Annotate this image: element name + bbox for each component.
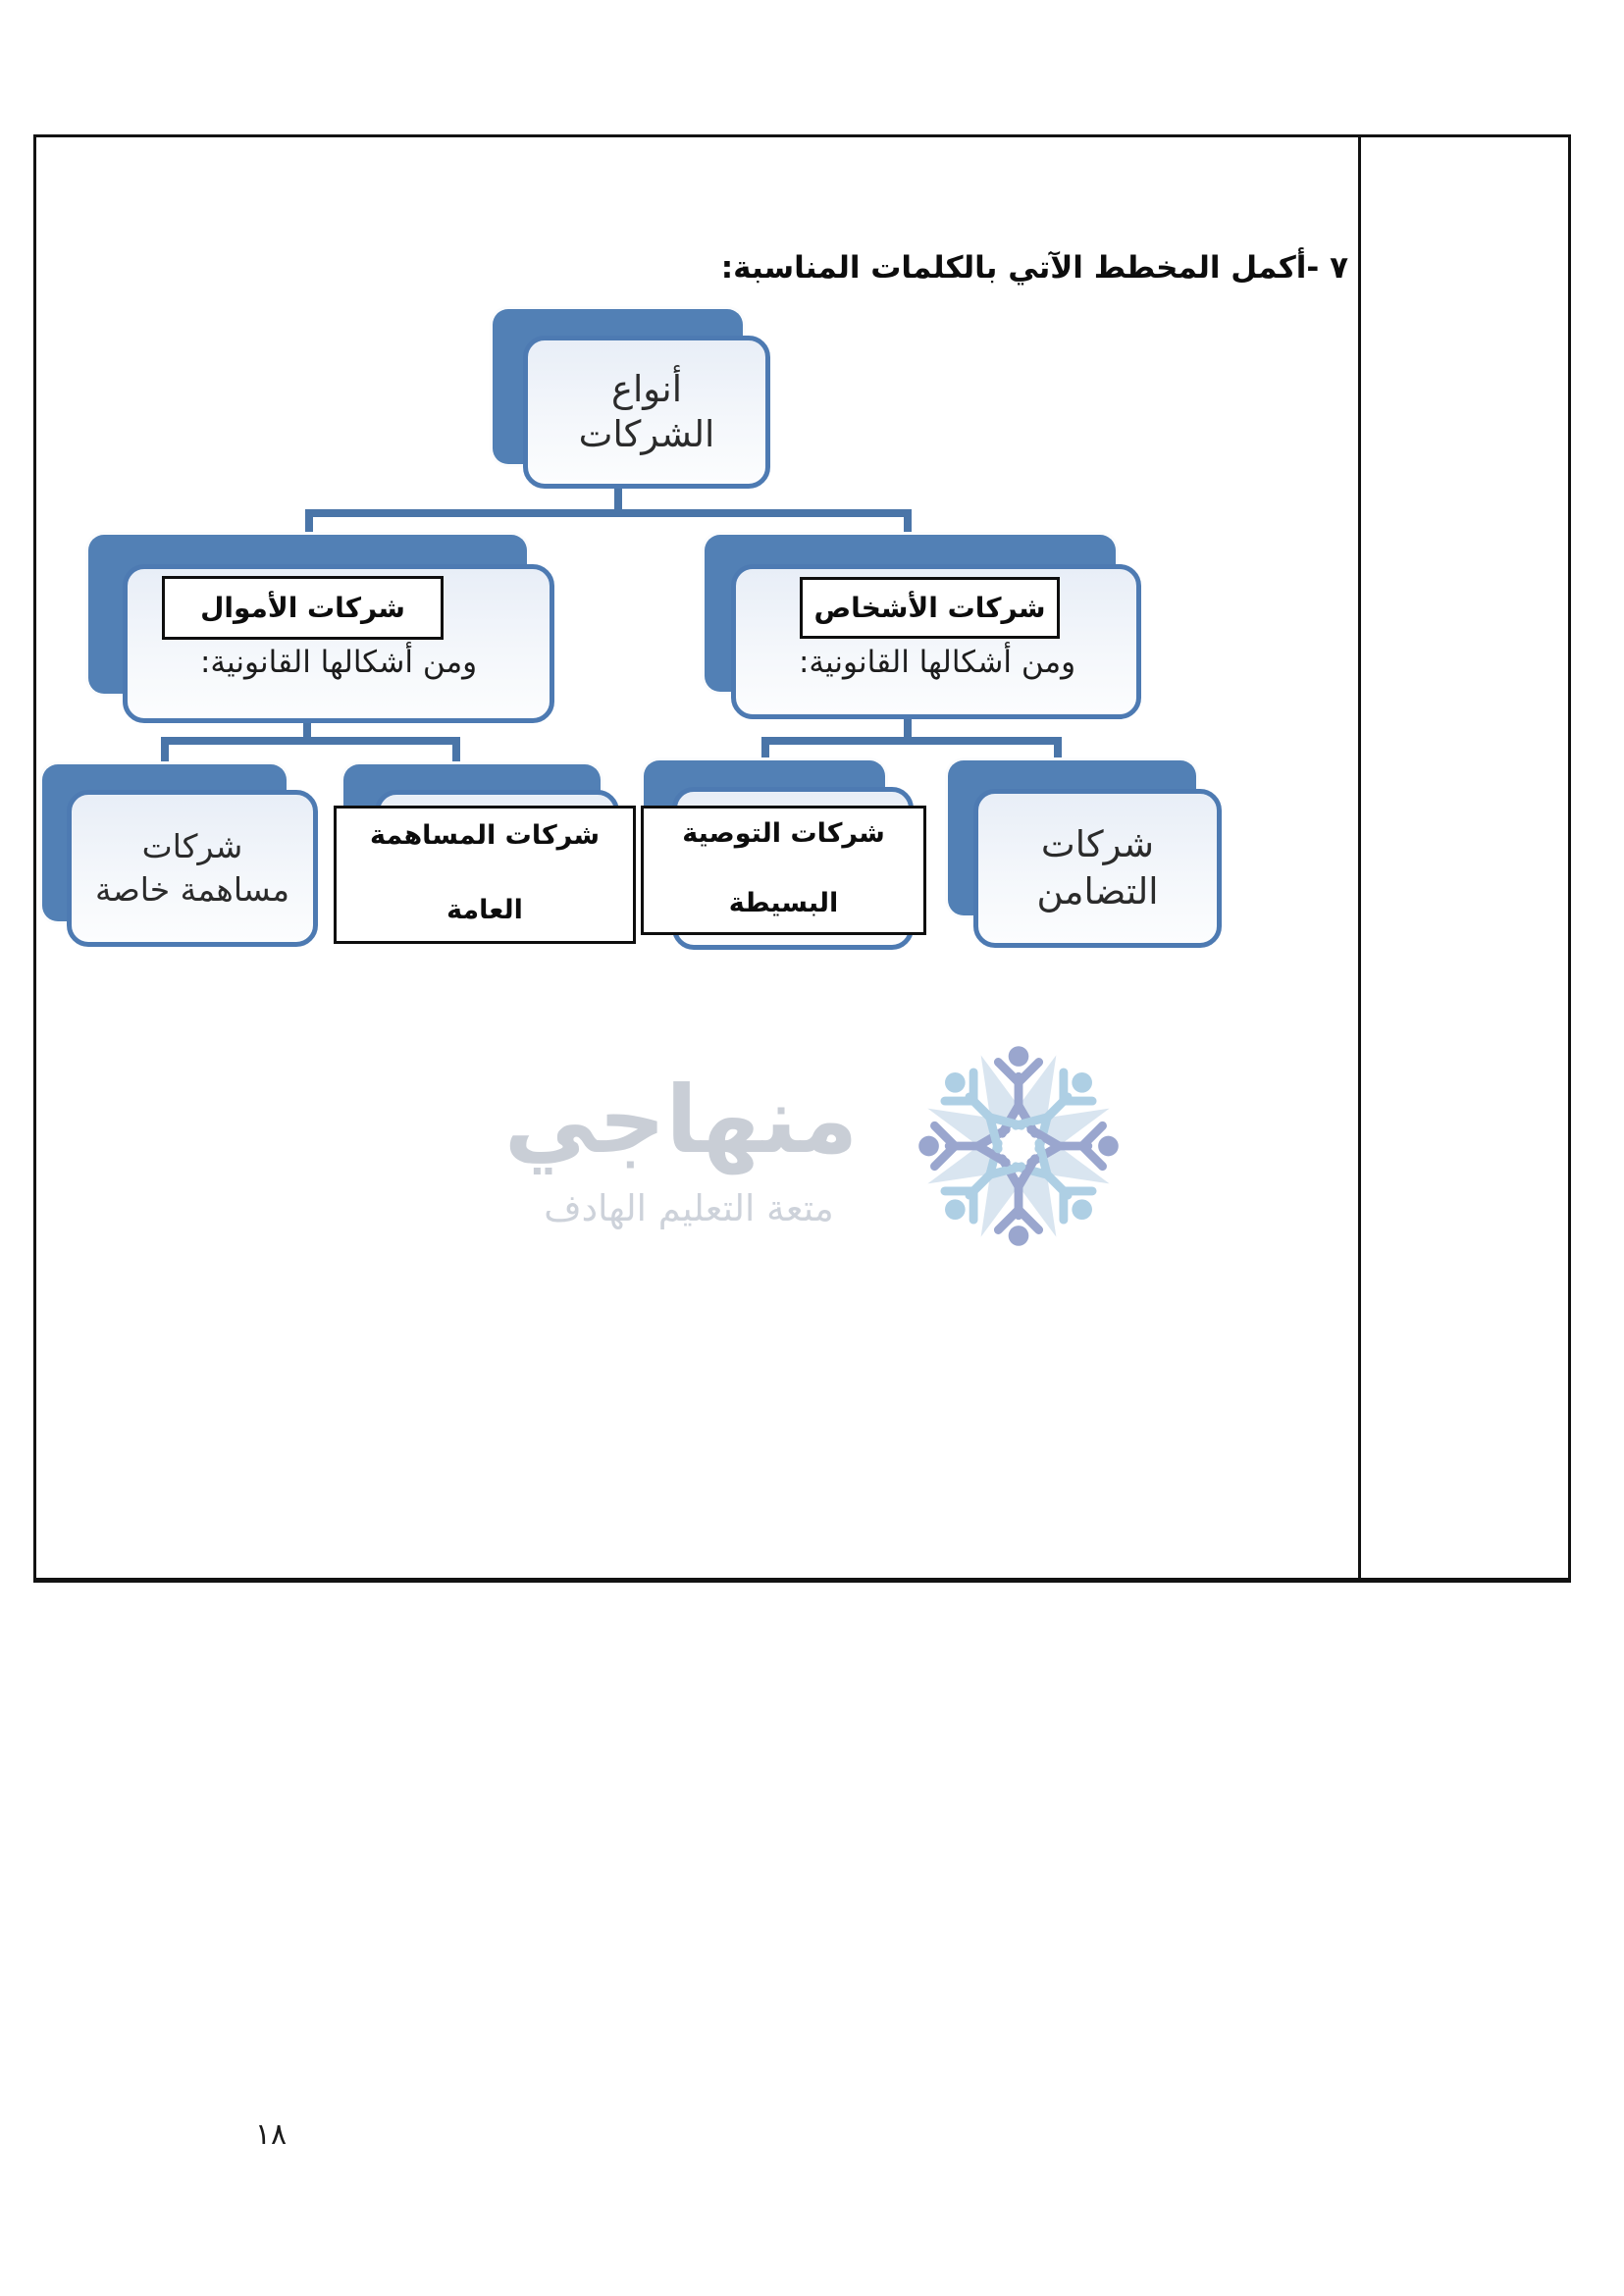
persons-branch-subtext: ومن أشكالها القانونية: [798,645,1076,680]
connector-root-horizontal [305,509,912,517]
leaf-limited-partnership-box [641,806,926,935]
money-branch-label: شركات الأموال [200,592,405,624]
connector-persons-horizontal [761,737,1062,745]
leaf-private-shareholding-label [95,825,289,912]
root-line1: أنواع [610,368,683,410]
menhaji-logo-icon [903,1030,1134,1262]
leaf-general-line1: شركات [1040,823,1155,865]
leaf-limited-line2: البسيطة [728,888,839,918]
money-branch-subtext: ومن أشكالها القانونية: [199,645,478,680]
root-node-box [523,336,770,489]
leaf-general-line2: التضامن [1036,870,1159,913]
watermark-tagline-text: متعة التعليم الهادف [544,1187,834,1229]
leaf-limited-line1: شركات التوصية [682,818,885,849]
leaf-private-shareholding-box [67,790,318,947]
money-branch-label-box [162,576,444,640]
persons-branch-label-box [800,577,1060,639]
leaf-general-partnership-label [1036,821,1158,915]
leaf-private-line1: شركات [141,827,243,865]
root-line2: الشركات [578,413,715,455]
leaf-general-partnership-box [973,789,1222,948]
page-number: ١٨ [254,2117,288,2152]
connector-money-horizontal [161,737,460,745]
question-text: ٧ -أكمل المخطط الآتي بالكلمات المناسبة: [720,250,1348,286]
root-node-label [579,367,715,457]
leaf-private-line2: مساهمة خاصة [95,870,289,909]
leaf-public-line1: شركات المساهمة [369,820,601,851]
table-column-divider [1358,134,1361,1581]
leaf-public-shareholding-box [334,806,636,944]
persons-branch-label: شركات الأشخاص [813,592,1046,624]
watermark-brand-text: منهاجي [503,1067,859,1174]
leaf-public-line2: العامة [446,895,523,925]
